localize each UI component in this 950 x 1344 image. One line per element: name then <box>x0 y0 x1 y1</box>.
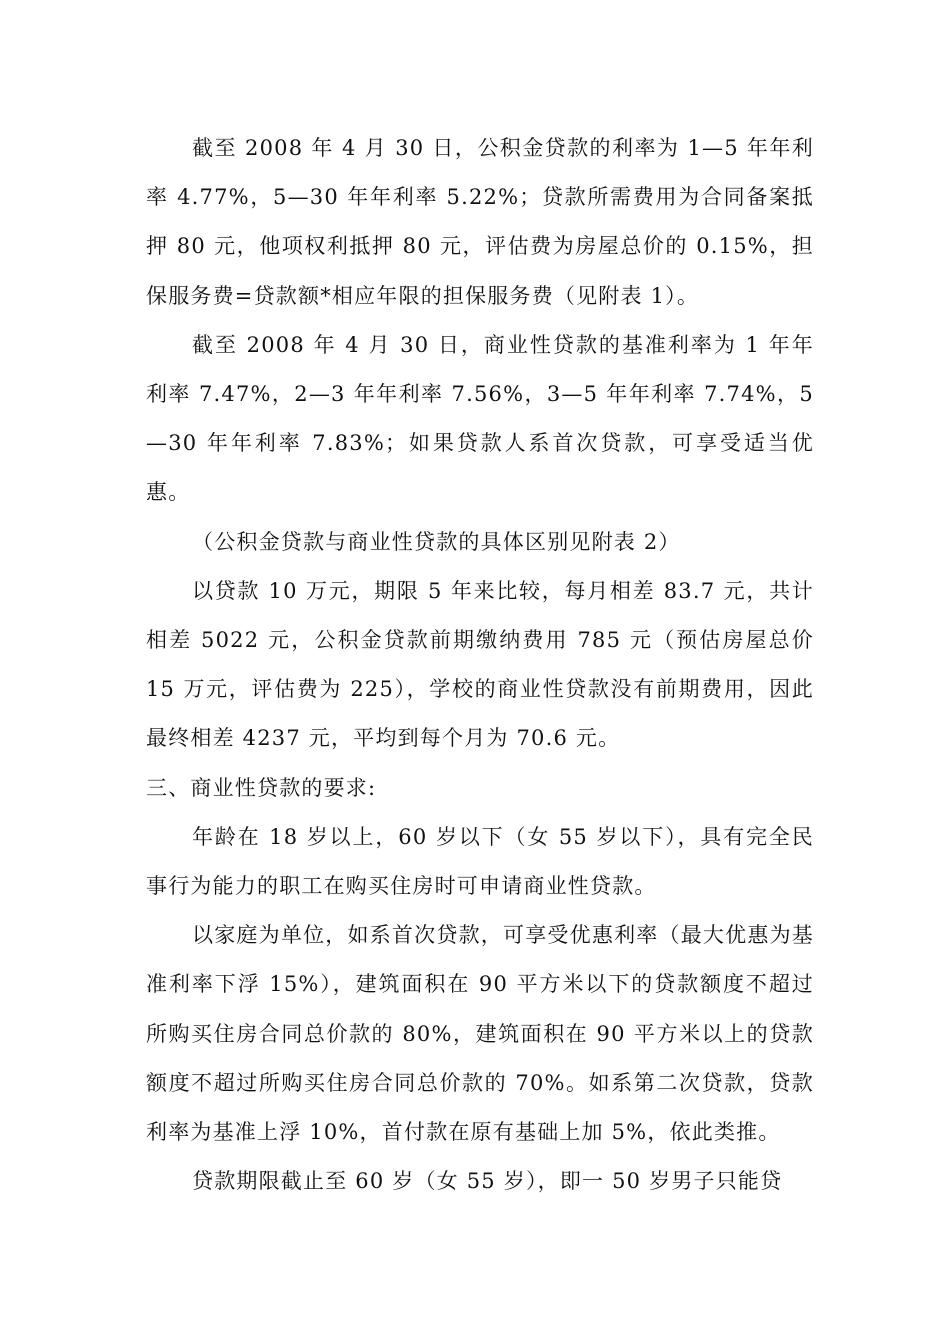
paragraph-appendix-note: （公积金贷款与商业性贷款的具体区别见附表 2） <box>192 529 681 554</box>
paragraph-loan-comparison: 以贷款 10 万元，期限 5 年来比较，每月相差 83.7 元，共计相差 5022 元，公积金贷款前期缴纳费用 785 元（预估房屋总价 15 万元，评估费为 225），学校的商业性贷款没有前期费用，因此最终相差 4237 元，平均到每个月为 70.6 元。 <box>146 578 814 751</box>
paragraph-provident-fund-rates: 截至 2008 年 4 月 30 日，公积金贷款的利率为 1—5 年年利率 4.77%，5—30 年年利率 5.22%；贷款所需费用为合同备案抵押 80 元，他项权利抵押 80 元，评估费为房屋总价的 0.15%，担保服务费=贷款额*相应年限的担保服务费（见附表 1）。 <box>146 136 814 308</box>
paragraph-age-requirement: 年龄在 18 岁以上，60 岁以下（女 55 岁以下），具有完全民事行为能力的职工在购买住房时可申请商业性贷款。 <box>146 824 814 899</box>
document-page <box>146 124 814 1206</box>
section-heading-commercial-requirements: 三、商业性贷款的要求: <box>146 775 377 800</box>
paragraph-loan-term-limit: 贷款期限截止至 60 岁（女 55 岁），即一 50 岁男子只能贷 <box>192 1169 783 1194</box>
paragraph-commercial-rates: 截至 2008 年 4 月 30 日，商业性贷款的基准利率为 1 年年利率 7.47%，2—3 年年利率 7.56%，3—5 年年利率 7.74%，5—30 年年利率 7.83%；如果贷款人系首次贷款，可享受适当优惠。 <box>146 332 814 505</box>
paragraph-family-unit-terms: 以家庭为单位，如系首次贷款，可享受优惠利率（最大优惠为基准利率下浮 15%），建筑面积在 90 平方米以下的贷款额度不超过所购买住房合同总价款的 80%，建筑面积在 90 平方米以上的贷款额度不超过所购买住房合同总价款的 70%。如系第二次贷款，贷款利率为基准上浮 10%，首付款在原有基础上加 5%，依此类推。 <box>146 923 814 1145</box>
